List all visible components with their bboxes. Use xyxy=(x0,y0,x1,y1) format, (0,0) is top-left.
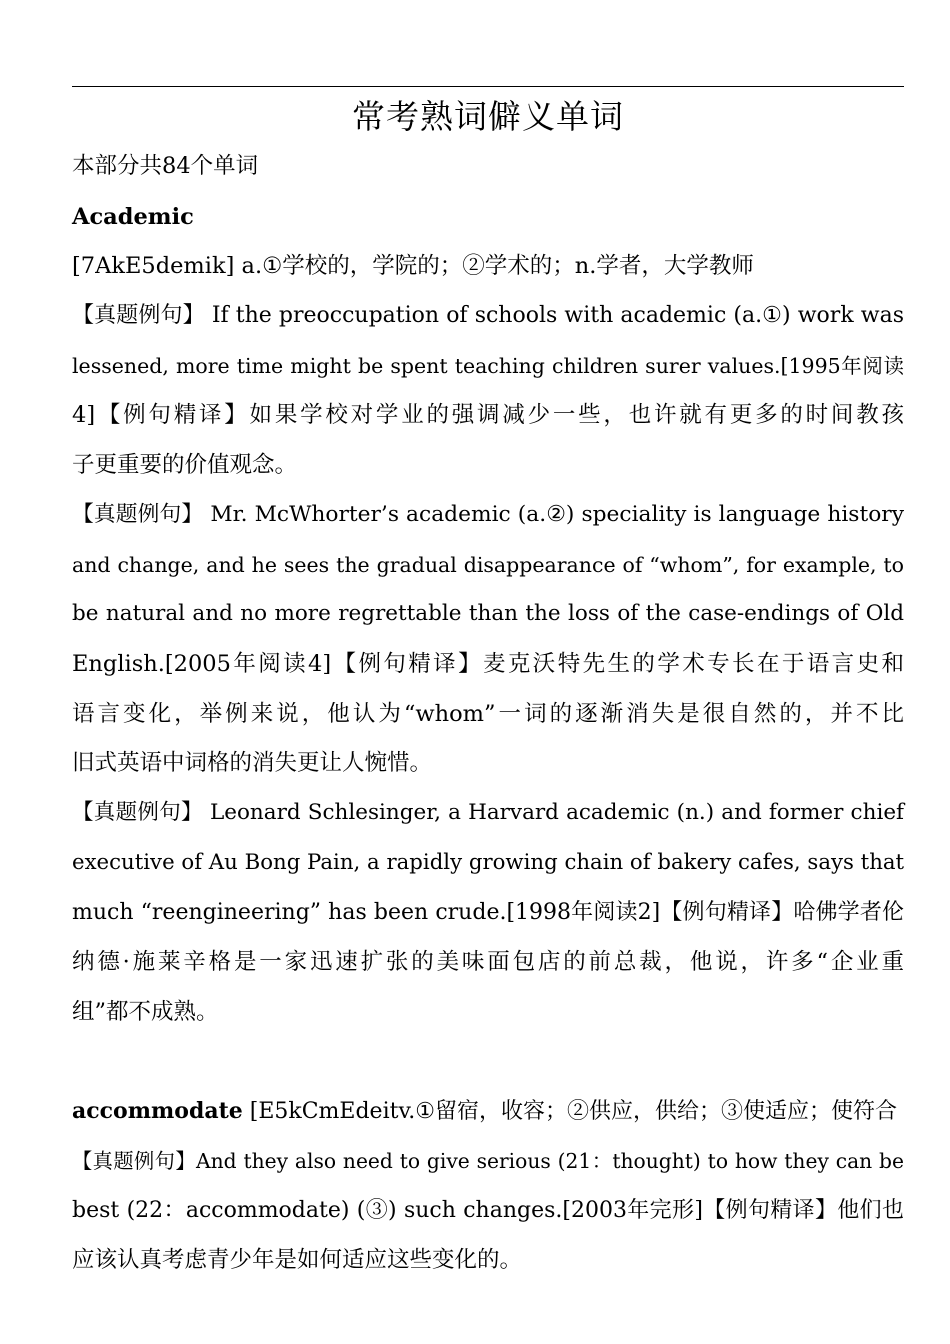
entry-line: [7AkE5demik] a.①学校的，学院的；②学术的；n.学者，大学教师 xyxy=(72,253,754,279)
entry-word-accommodate: accommodate xyxy=(72,1098,243,1124)
entry-line: be natural and no more regrettable than the loss of the case-endings of Old xyxy=(72,601,904,626)
entry-line: 子更重要的价值观念。 xyxy=(72,452,298,478)
entry-line: 纳德·施莱辛格是一家迅速扩张的美味面包店的前总裁，他说，许多“企业重 xyxy=(72,949,904,975)
entry-definition: [E5kCmEdeitv.①留宿，收容；②供应，供给；③使适应；使符合 xyxy=(242,1099,897,1124)
header-rule xyxy=(72,86,904,87)
entry-line: 【真题例句】 Leonard Schlesinger, a Harvard academic (n.) and former chief xyxy=(72,800,904,825)
entry-line: executive of Au Bong Pain, a rapidly growing chain of bakery cafes, says that xyxy=(72,850,905,875)
entry-line: and change, and he sees the gradual disappearance of “whom”, for example, to xyxy=(72,553,904,577)
entry-line: much “reengineering” has been crude.[1998年阅读2]【例句精译】哈佛学者伦 xyxy=(72,900,904,925)
entry-line: lessened, more time might be spent teaching children surer values.[1995年阅读 xyxy=(72,354,904,378)
entry-line: 组”都不成熟。 xyxy=(72,999,219,1025)
entry-line: English.[2005年阅读4]【例句精译】麦克沃特先生的学术专长在于语言史和 xyxy=(72,651,904,677)
entry-line: 【真题例句】 Mr. McWhorter’s academic (a.②) speciality is language history xyxy=(72,502,904,527)
entry-line: 4]【例句精译】如果学校对学业的强调减少一些，也许就有更多的时间教孩 xyxy=(72,402,904,428)
entry-line: best (22：accommodate) (③) such changes.[2003年完形]【例句精译】他们也 xyxy=(72,1198,904,1223)
entry-line: 旧式英语中词格的消失更让人惋惜。 xyxy=(72,750,433,776)
entry-line: 【真题例句】And they also need to give serious (21：thought) to how they can be xyxy=(72,1149,904,1173)
page-title: 常考熟词僻义单词 xyxy=(352,97,624,136)
entry-line: 【真题例句】 If the preoccupation of schools with academic (a.①) work was xyxy=(72,303,904,328)
entry-line: 语言变化，举例来说，他认为“whom”一词的逐渐消失是很自然的，并不比 xyxy=(72,701,904,727)
entry-line: 应该认真考虑青少年是如何适应这些变化的。 xyxy=(72,1247,523,1273)
entry-headline-accommodate xyxy=(72,1086,904,1136)
intro-text: 本部分共84个单词 xyxy=(72,153,259,179)
entry-word-academic: Academic xyxy=(72,204,194,230)
